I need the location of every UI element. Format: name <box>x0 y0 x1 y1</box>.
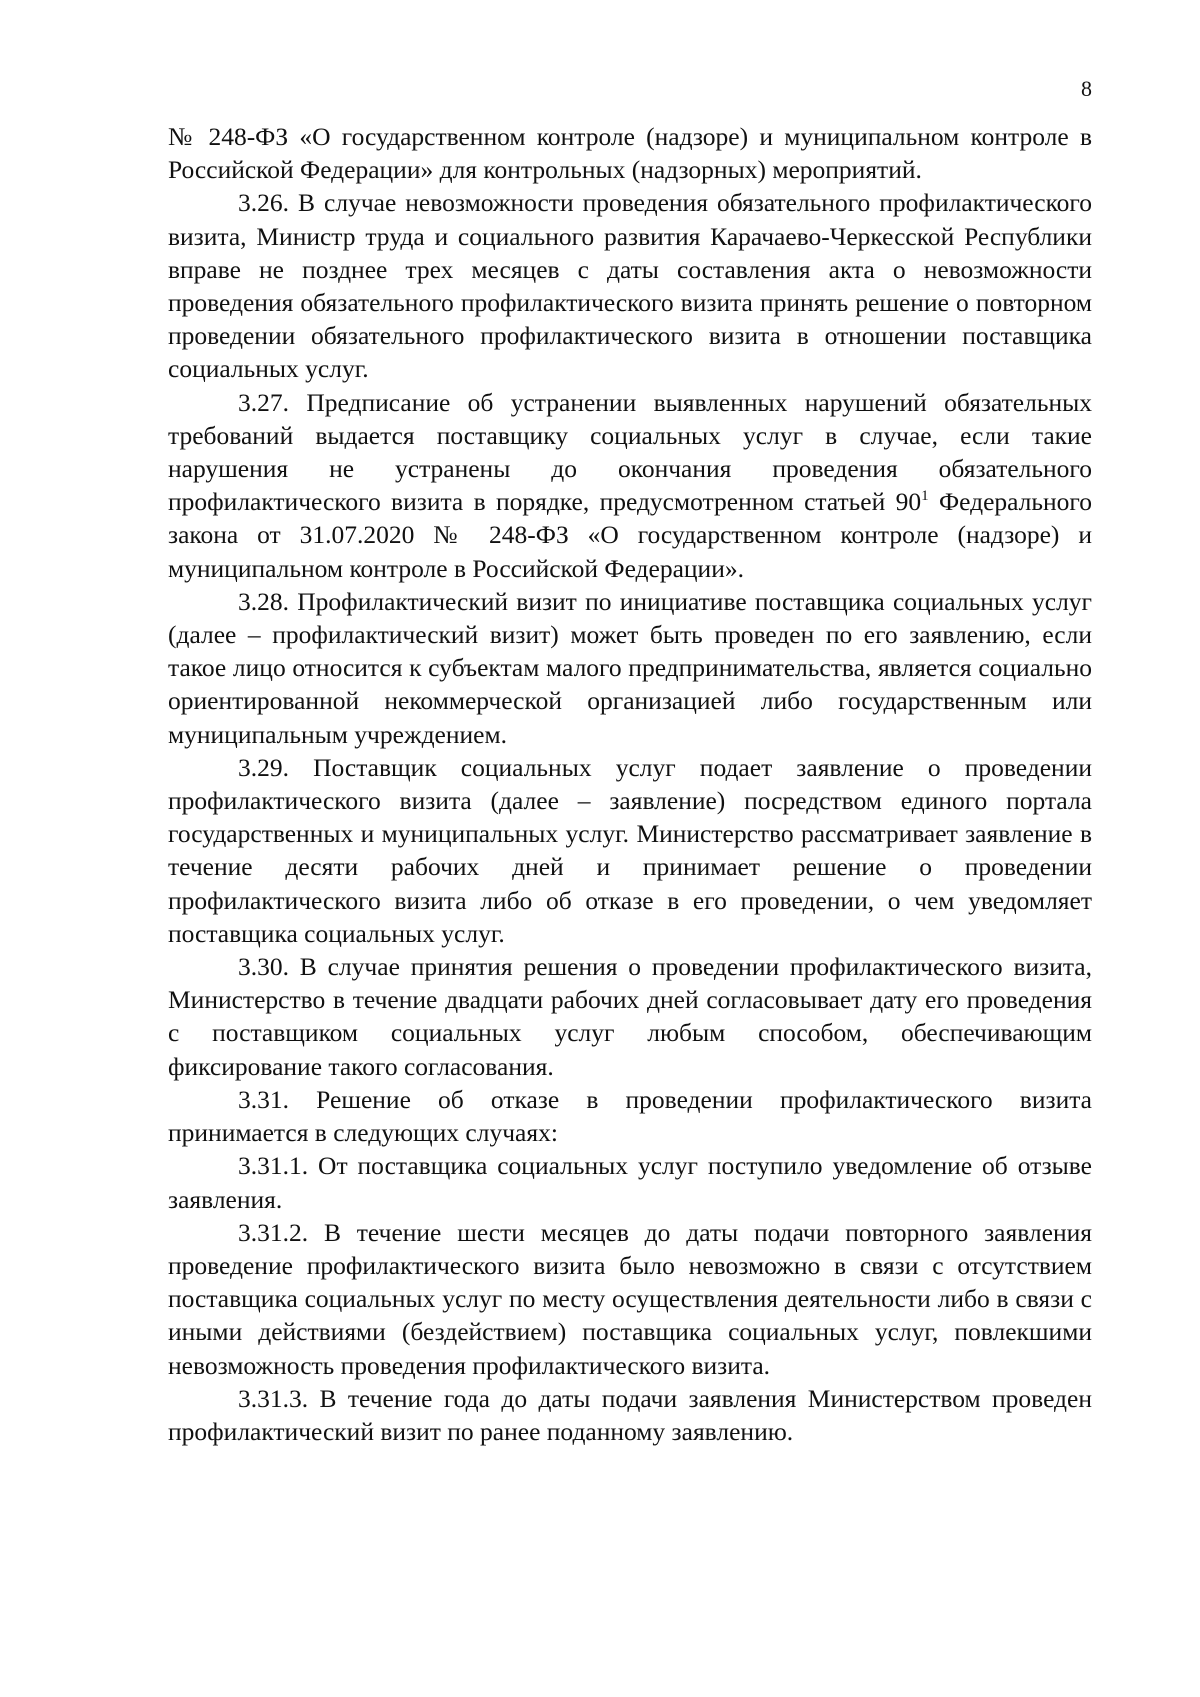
paragraph-3-31-3: 3.31.3. В течение года до даты подачи заявления Министерством проведен профилактический визит по ранее поданному заявлению. <box>168 1383 1092 1446</box>
document-body <box>168 120 1092 1448</box>
paragraph-3-31-1: 3.31.1. От поставщика социальных услуг поступило уведомление об отзыве заявления. <box>168 1151 1092 1214</box>
paragraph-continuation: № 248-ФЗ «О государственном контроле (надзоре) и муниципальном контроле в Российской Федерации» для контрольных (надзорных) мероприятий. <box>168 122 1092 185</box>
paragraph-3-27 <box>168 386 1092 585</box>
paragraph-3-28: 3.28. Профилактический визит по инициативе поставщика социальных услуг (далее – профилактический визит) может быть проведен по его заявлению, если такое лицо относится к субъектам малого предпринимательства, является социально ориентированной некоммерческой организацией либо государственным или муниципальным учреждением. <box>168 586 1092 749</box>
footnote-superscript: 1 <box>921 488 929 505</box>
paragraph-3-31-2: 3.31.2. В течение шести месяцев до даты подачи повторного заявления проведение профилактического визита было невозможно в связи с отсутствием поставщика социальных услуг по месту осуществления деятельности либо в связи с иными действиями (бездействием) поставщика социальных услуг, повлекшими невозможность проведения профилактического визита. <box>168 1217 1092 1380</box>
paragraph-3-31: 3.31. Решение об отказе в проведении профилактического визита принимается в следующих случаях: <box>168 1084 1092 1148</box>
paragraph-3-30: 3.30. В случае принятия решения о проведении профилактического визита, Министерство в течение двадцати рабочих дней согласовывает дату его проведения с поставщиком социальных услуг любым способом, обеспечивающим фиксирование такого согласования. <box>168 952 1092 1081</box>
paragraph-3-29: 3.29. Поставщик социальных услуг подает заявление о проведении профилактического визита (далее – заявление) посредством единого портала государственных и муниципальных услуг. Министерство рассматривает заявление в течение десяти рабочих дней и принимает решение о проведении профилактического визита либо об отказе в его проведении, о чем уведомляет поставщика социальных услуг. <box>168 752 1092 948</box>
paragraph-3-26: 3.26. В случае невозможности проведения обязательного профилактического визита, Министр труда и социального развития Карачаево-Черкесской Республики вправе не позднее трех месяцев с даты составления акта о невозможности проведения обязательного профилактического визита принять решение о повторном проведении обязательного профилактического визита в отношении поставщика социальных услуг. <box>168 188 1092 384</box>
paragraph-3-27-text-before: 3.27. Предписание об устранении выявленных нарушений обязательных требований выдается поставщику социальных услуг в случае, если такие нарушения не устранены до окончания проведения обязательного профилактического визита в порядке, предусмотренном статьей 90 <box>168 387 1092 517</box>
page-number: 8 <box>1081 76 1092 101</box>
paragraph-3-27-text-after: Федерального закона от 31.07.2020 № 248-ФЗ «О государственном контроле (надзоре) и муниципальном контроле в Российской Федерации». <box>168 487 1092 583</box>
